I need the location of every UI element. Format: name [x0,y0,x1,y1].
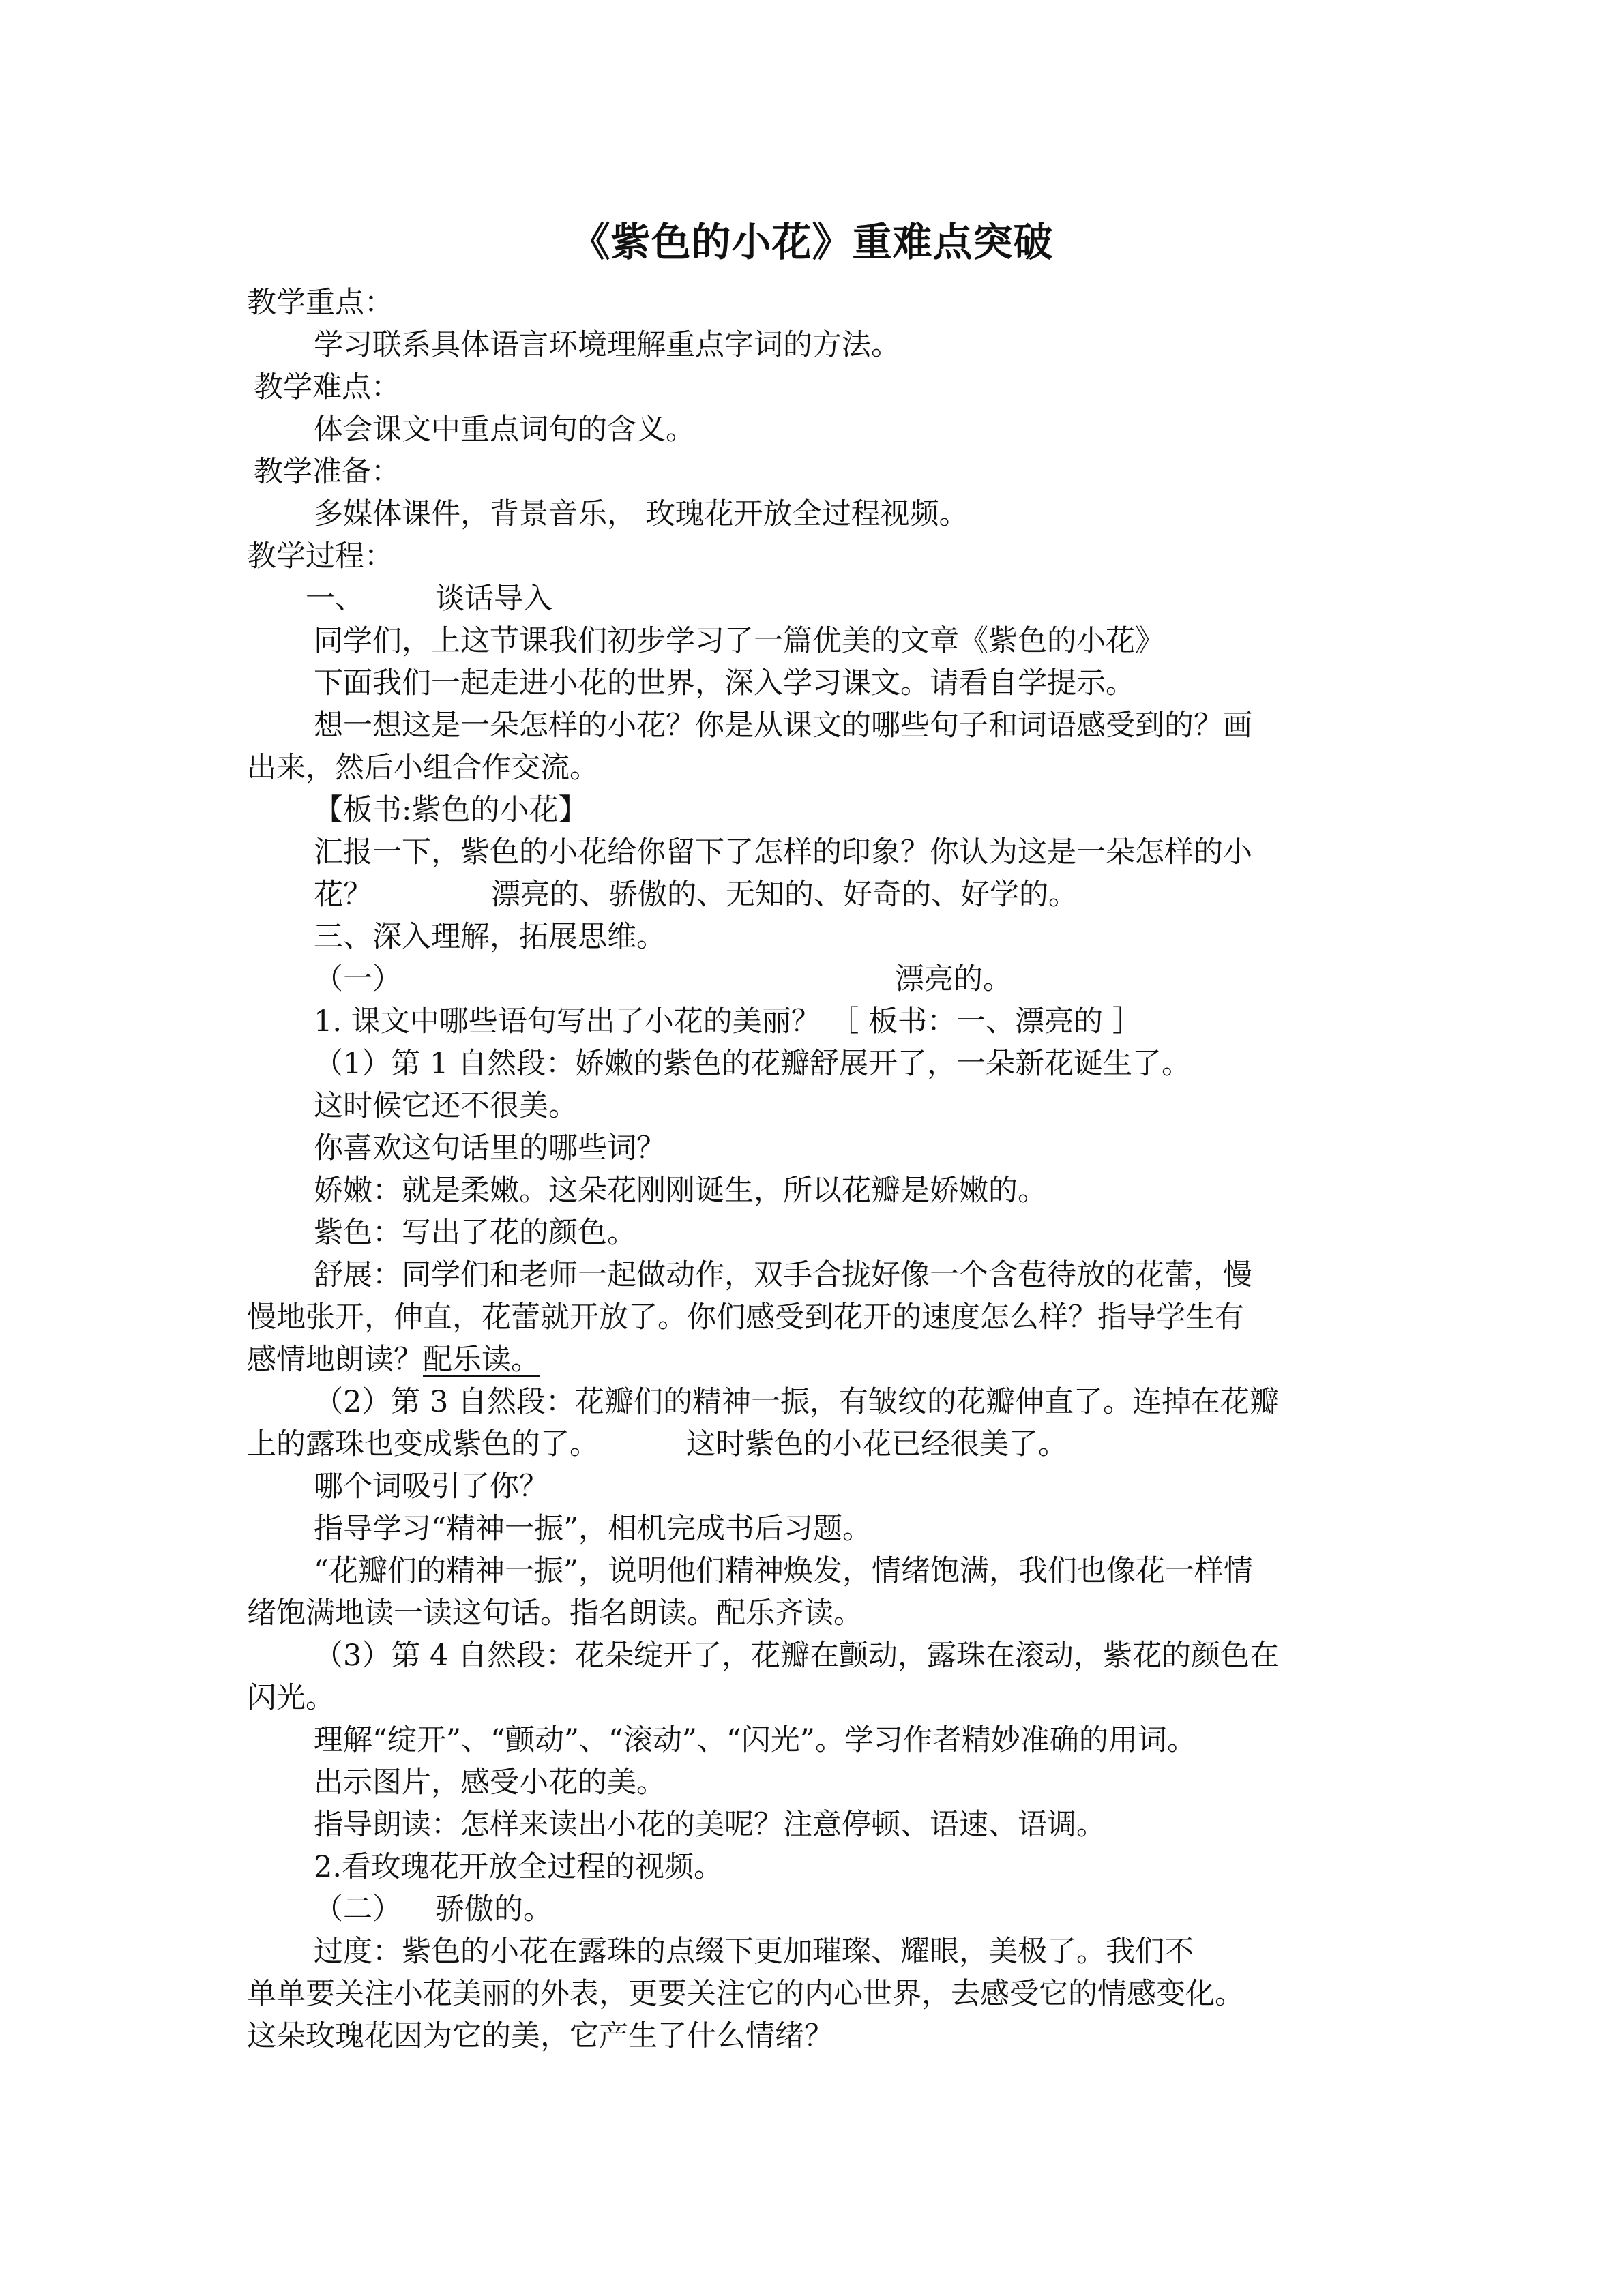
paragraph-text: 感情地朗读？ [247,1343,423,1377]
paragraph: 汇报一下，紫色的小花给你留下了怎样的印象？你认为这是一朵怎样的小 [314,835,1252,869]
page-title: 《紫色的小花》重难点突破 [570,219,1054,265]
section-1-number: 一、 [306,582,364,616]
subsection-1-number: （一） [314,962,402,996]
board-note: 【板书:紫色的小花】 [314,793,588,827]
paragraph: 慢地张开，伸直，花蕾就开放了。你们感受到花开的速度怎么样？指导学生有 [247,1300,1244,1335]
paragraph: 哪个词吸引了你？ [314,1470,548,1504]
paragraph: 出示图片，感受小花的美。 [314,1765,666,1800]
paragraph [247,1342,540,1377]
underlined-text: 配乐读。 [423,1343,540,1377]
paragraph: （1）第 1 自然段：娇嫩的紫色的花瓣舒展开了，一朵新花诞生了。 [314,1047,1192,1081]
paragraph: 出来，然后小组合作交流。 [247,751,599,785]
paragraph: 指导朗读：怎样来读出小花的美呢？注意停顿、语速、语调。 [314,1808,1106,1842]
section-3-heading: 三、深入理解，拓展思维。 [314,920,666,954]
paragraph: 单单要关注小花美丽的外表，更要关注它的内心世界，去感受它的情感变化。 [247,1977,1244,2011]
paragraph: 这朵玫瑰花因为它的美，它产生了什么情绪？ [247,2019,833,2053]
paragraph: 绪饱满地读一读这句话。指名朗读。配乐齐读。 [247,1596,863,1630]
heading-teaching-prep: 教学准备： [254,455,400,489]
text-teaching-focus: 学习联系具体语言环境理解重点字词的方法。 [314,328,900,362]
paragraph: 这时紫色的小花已经很美了。 [686,1427,1067,1461]
paragraph: 理解“绽开”、“颤动”、“滚动”、“闪光”。学习作者精妙准确的用词。 [314,1723,1196,1757]
paragraph: 闪光。 [247,1681,335,1715]
paragraph: 过度：紫色的小花在露珠的点缀下更加璀璨、耀眼，美极了。我们不 [314,1935,1194,1969]
heading-teaching-difficulty: 教学难点： [254,370,400,404]
paragraph: 紫色：写出了花的颜色。 [314,1216,636,1250]
paragraph: “花瓣们的精神一振”，说明他们精神焕发，情绪饱满，我们也像花一样情 [314,1554,1253,1588]
section-1-title: 谈话导入 [435,582,552,616]
paragraph: 2.看玫瑰花开放全过程的视频。 [314,1850,724,1884]
paragraph: 这时候它还不很美。 [314,1089,578,1123]
paragraph: 舒展：同学们和老师一起做动作，双手合拢好像一个含苞待放的花蕾，慢 [314,1258,1252,1292]
paragraph: （2）第 3 自然段：花瓣们的精神一振，有皱纹的花瓣伸直了。连掉在花瓣 [314,1385,1280,1419]
paragraph: 漂亮的、骄傲的、无知的、好奇的、好学的。 [491,878,1078,912]
paragraph: 指导学习“精神一振”，相机完成书后习题。 [314,1512,872,1546]
subsection-2-number: （二） [314,1892,402,1926]
text-teaching-prep: 多媒体课件，背景音乐， 玫瑰花开放全过程视频。 [314,497,969,531]
paragraph: 娇嫩：就是柔嫩。这朵花刚刚诞生，所以花瓣是娇嫩的。 [314,1174,1047,1208]
question: 1. 课文中哪些语句写出了小花的美丽？ ［ 板书：一、漂亮的 ］ [314,1004,1142,1039]
heading-teaching-process: 教学过程： [247,539,394,573]
paragraph: （3）第 4 自然段：花朵绽开了，花瓣在颤动，露珠在滚动，紫花的颜色在 [314,1639,1280,1673]
paragraph: 花？ [314,878,372,912]
subsection-2-title: 骄傲的。 [435,1892,552,1926]
heading-teaching-focus: 教学重点： [247,286,394,320]
paragraph: 想一想这是一朵怎样的小花？你是从课文的哪些句子和词语感受到的？画 [314,709,1252,743]
paragraph: 上的露珠也变成紫色的了。 [247,1427,599,1461]
subsection-1-title: 漂亮的。 [895,962,1012,996]
paragraph: 你喜欢这句话里的哪些词？ [314,1131,666,1165]
paragraph: 下面我们一起走进小花的世界，深入学习课文。请看自学提示。 [314,666,1135,700]
paragraph: 同学们，上这节课我们初步学习了一篇优美的文章《紫色的小花》 [314,624,1164,658]
text-teaching-difficulty: 体会课文中重点词句的含义。 [314,413,695,447]
